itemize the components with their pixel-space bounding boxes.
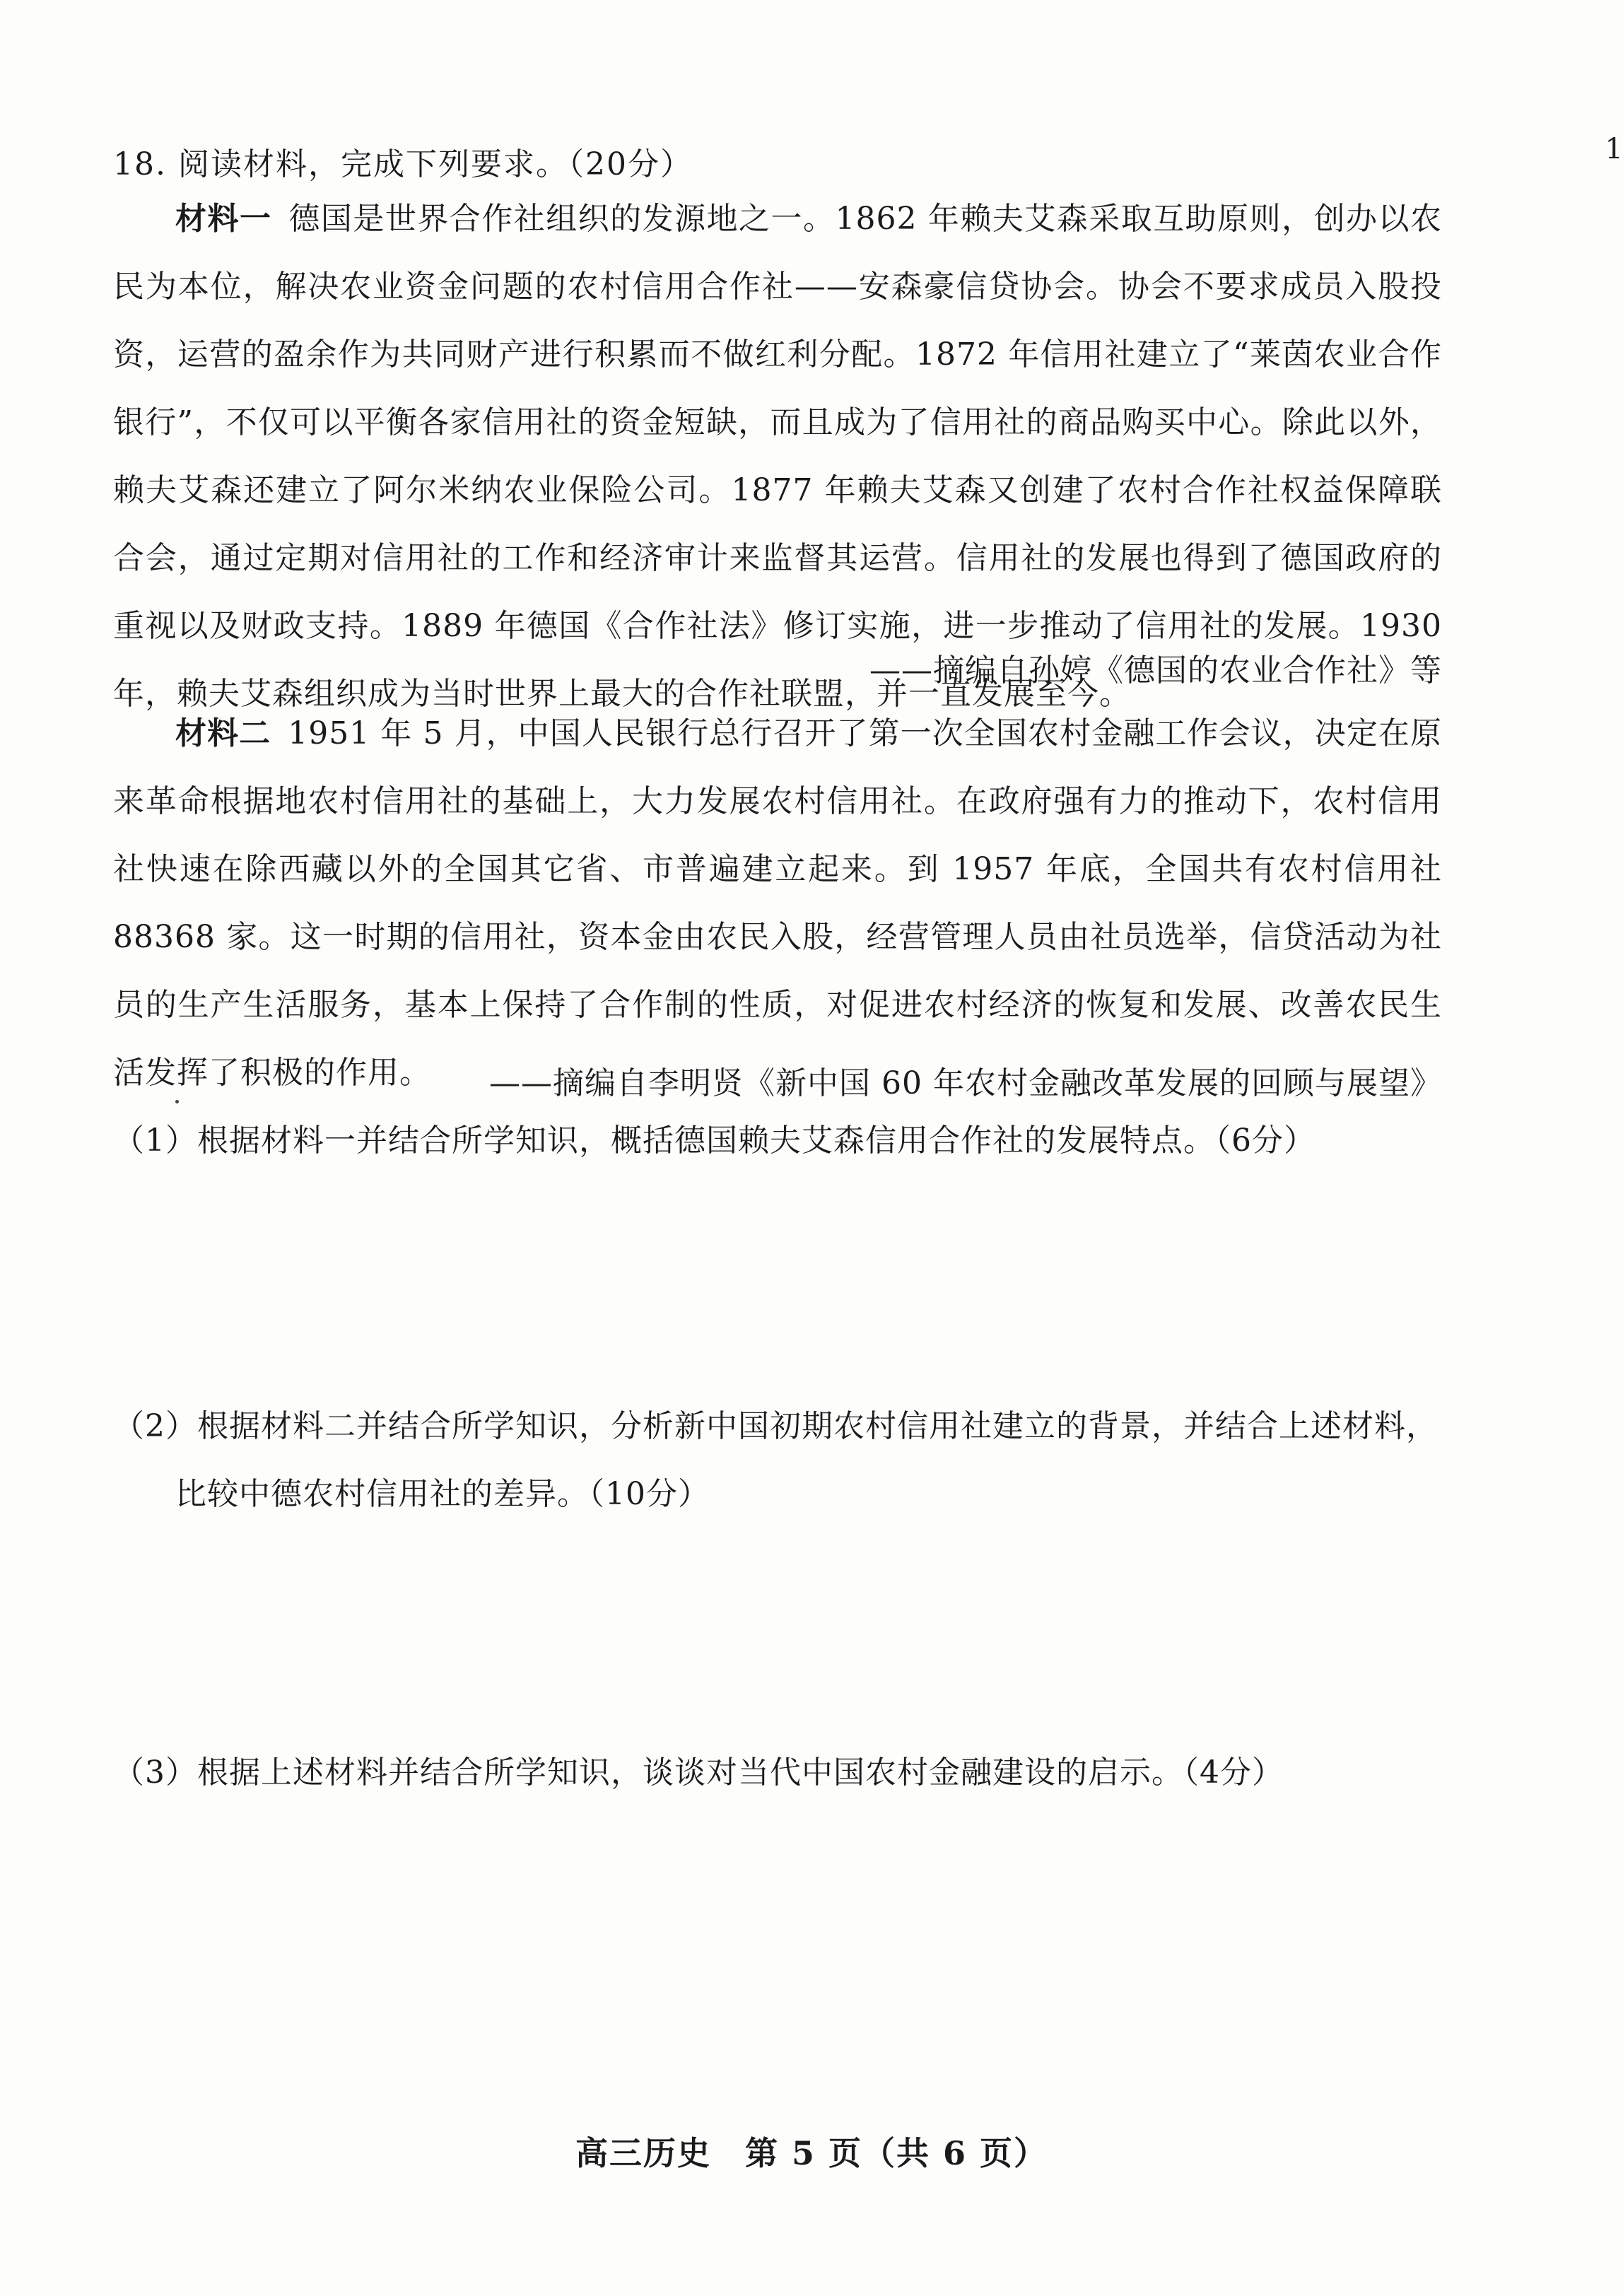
sub-question-2-continuation: 比较中德农村信用社的差异。（10分） bbox=[175, 1476, 710, 1512]
material-one-source: ——摘编自孙婷《德国的农业合作社》等 bbox=[869, 652, 1442, 689]
page-corner-mark: 1 bbox=[1605, 133, 1623, 165]
sub-question-2-text: （2）根据材料二并结合所学知识，分析新中国初期农村信用社建立的背景，并结合上述材料， bbox=[113, 1408, 1438, 1444]
sub-question-2 bbox=[113, 1393, 1456, 1528]
material-one-label: 材料一 bbox=[175, 201, 272, 237]
material-one-text: 德国是世界合作社组织的发源地之一。1862 年赖夫艾森采取互助原则，创办以农民为本位，解决农业资金问题的农村信用合作社——安森豪信贷协会。协会不要求成员入股投资，运营的盈余作为共同财产进行积累而不做红利分配。1872 年信用社建立了“莱茵农业合作银行”，不仅可以平衡各家信用社的资金短缺，而且成为了信用社的商品购买中心。除此以外，赖夫艾森还建立了阿尔米纳农业保险公司。1877 年赖夫艾森又创建了农村合作社权益保障联合会，通过定期对信用社的工作和经济审计来监督其运营。信用社的发展也得到了德国政府的重视以及财政支持。1889 年德国《合作社法》修订实施，进一步推动了信用社的发展。1930 年，赖夫艾森组织成为当时世界上最大的合作社联盟，并一直发展至今。 bbox=[113, 201, 1442, 712]
material-two-source: ——摘编自李明贤《新中国 60 年农村金融改革发展的回顾与展望》 bbox=[489, 1065, 1442, 1101]
sub-question-3-text: （3）根据上述材料并结合所学知识，谈谈对当代中国农村金融建设的启示。（4分） bbox=[113, 1755, 1284, 1791]
question-title: 18. 阅读材料，完成下列要求。（20分） bbox=[113, 146, 693, 182]
sub-question-1 bbox=[113, 1107, 1456, 1175]
scan-speck bbox=[175, 1100, 179, 1103]
page-footer: 高三历史 第 5 页（共 6 页） bbox=[575, 2134, 1048, 2172]
material-two bbox=[113, 700, 1442, 1107]
sub-question-1-text: （1）根据材料一并结合所学知识，概括德国赖夫艾森信用合作社的发展特点。（6分） bbox=[113, 1123, 1316, 1159]
material-two-label: 材料二 bbox=[175, 715, 271, 751]
material-two-text: 1951 年 5 月，中国人民银行总行召开了第一次全国农村金融工作会议，决定在原来革命根据地农村信用社的基础上，大力发展农村信用社。在政府强有力的推动下，农村信用社快速在除西藏以外的全国其它省、市普遍建立起来。到 1957 年底，全国共有农村信用社 88368 家。这一时期的信用社，资本金由农民入股，经营管理人员由社员选举，信贷活动为社员的生产生活服务，基本上保持了合作制的性质，对促进农村经济的恢复和发展、改善农民生活发挥了积极的作用。 bbox=[113, 715, 1442, 1091]
sub-question-3 bbox=[113, 1739, 1456, 1807]
